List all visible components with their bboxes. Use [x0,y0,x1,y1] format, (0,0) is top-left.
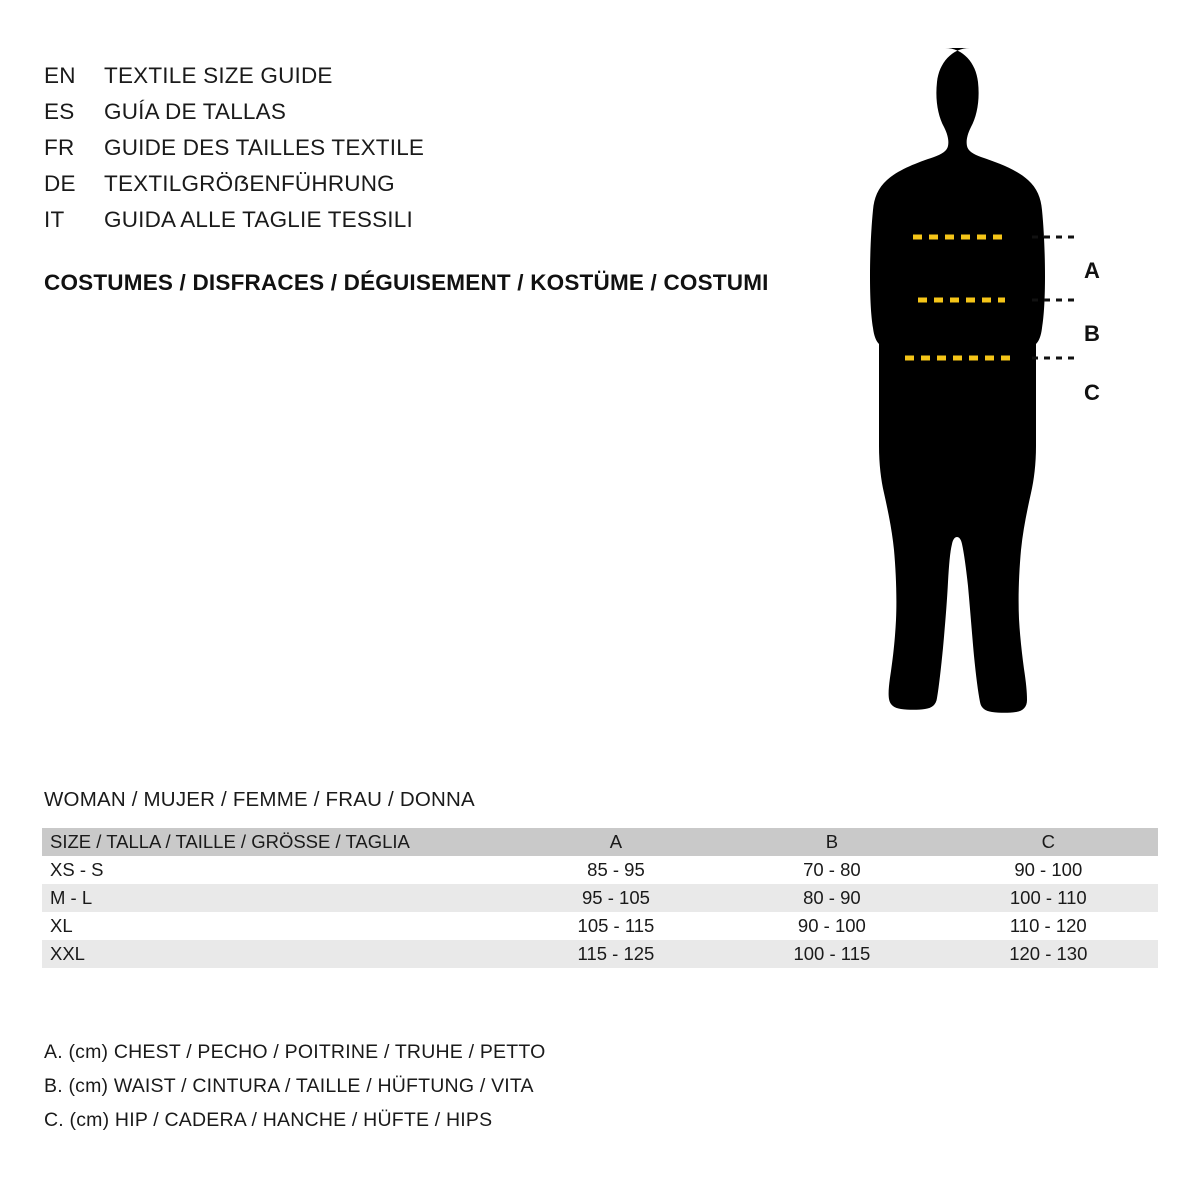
language-code: EN [44,63,76,88]
column-header-b: B [825,831,839,852]
cell-c: 100 - 110 [1009,887,1087,908]
cell-b: 70 - 80 [803,859,861,880]
cell-size: XXL [50,943,85,964]
column-header-a: A [609,831,623,852]
measure-label-c: C [1084,380,1100,405]
table-row [42,912,1158,940]
cell-b: 80 - 90 [803,887,861,908]
measure-label-a: A [1084,258,1100,283]
column-header-c: C [1041,831,1055,852]
language-title: TEXTILE SIZE GUIDE [104,63,333,88]
cell-c: 110 - 120 [1009,915,1087,936]
language-title: GUÍA DE TALLAS [104,99,287,124]
legend-line-c: C. (cm) HIP / CADERA / HANCHE / HÜFTE / HIPS [44,1109,493,1131]
measure-label-b: B [1084,321,1100,346]
cell-b: 100 - 115 [793,943,871,964]
language-code: IT [44,207,65,232]
cell-c: 120 - 130 [1009,943,1088,964]
table-section-title: WOMAN / MUJER / FEMME / FRAU / DONNA [44,788,475,811]
cell-a: 115 - 125 [577,943,655,964]
language-code: FR [44,135,75,160]
cell-a: 105 - 115 [577,915,655,936]
language-row [44,58,684,94]
language-row [44,130,684,166]
table-header-row [42,828,1158,856]
costumes-subtitle: COSTUMES / DISFRACES / DÉGUISEMENT / KOSTÜME / COSTUMI [44,270,769,295]
measurement-legend [44,1035,546,1137]
language-title: TEXTILGRÖẞENFÜHRUNG [104,171,395,196]
language-code: ES [44,99,75,124]
legend-line-b: B. (cm) WAIST / CINTURA / TAILLE / HÜFTUNG / VITA [44,1075,534,1097]
language-title: GUIDA ALLE TAGLIE TESSILI [104,207,413,232]
cell-a: 95 - 105 [582,887,650,908]
cell-size: XL [50,915,73,936]
table-row [42,940,1158,968]
cell-c: 90 - 100 [1014,859,1083,880]
cell-a: 85 - 95 [587,859,645,880]
table-row [42,884,1158,912]
language-row [44,166,684,202]
column-header-size: SIZE / TALLA / TAILLE / GRÖSSE / TAGLIA [50,831,410,852]
legend-line-a: A. (cm) CHEST / PECHO / POITRINE / TRUHE / PETTO [44,1041,546,1063]
female-silhouette-figure [820,40,1160,740]
cell-size: XS - S [50,859,104,880]
language-code: DE [44,171,76,196]
language-list [44,58,684,238]
language-row [44,94,684,130]
cell-b: 90 - 100 [797,915,866,936]
language-title: GUIDE DES TAILLES TEXTILE [104,135,425,160]
language-row [44,202,684,238]
cell-size: M - L [50,887,93,908]
table-row [42,856,1158,884]
size-table [42,828,1158,968]
measurement-lines [820,40,1160,740]
